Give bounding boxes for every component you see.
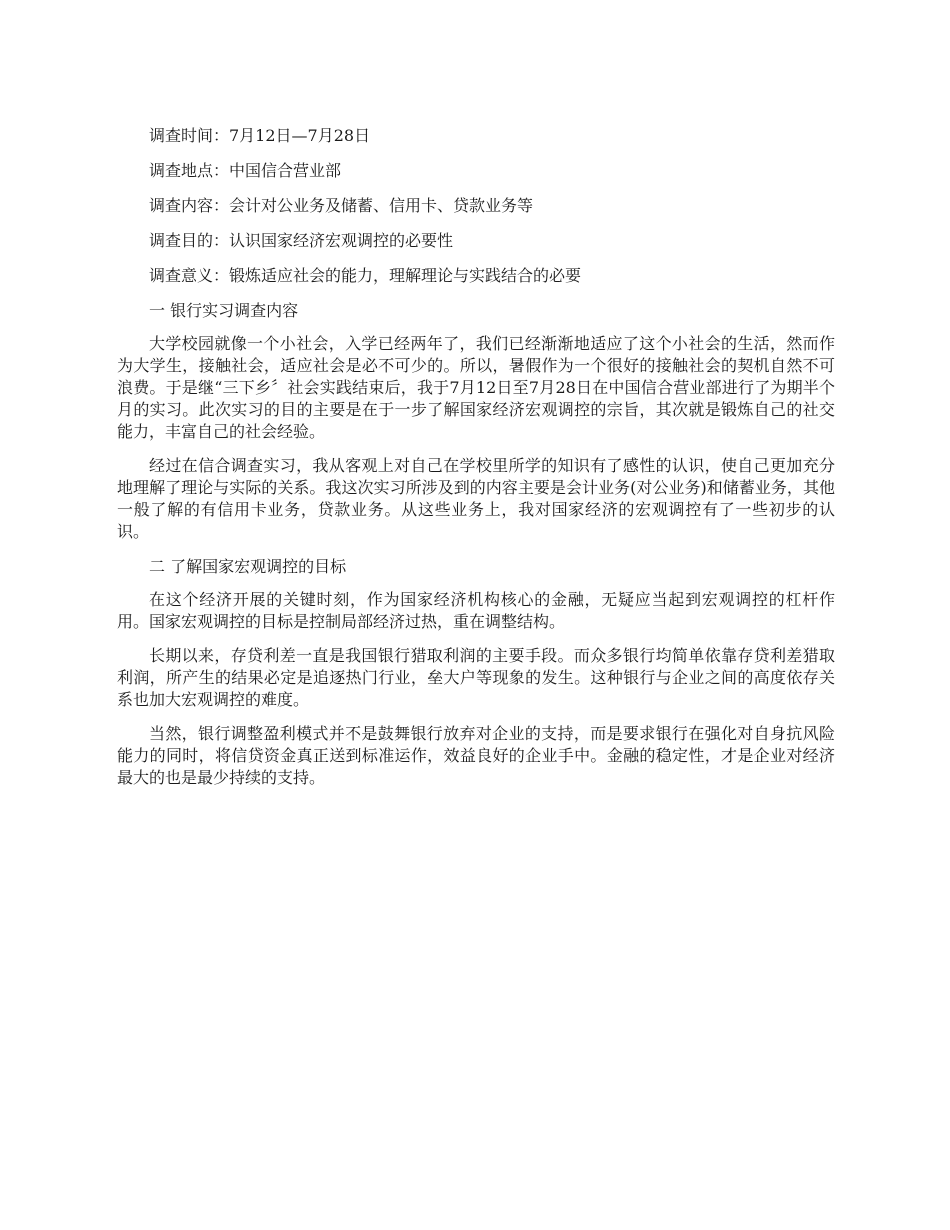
survey-time: 调查时间：7月12日—7月28日 xyxy=(149,126,371,145)
section-2-paragraph-3: 当然，银行调整盈利模式并不是鼓舞银行放弃对企业的支持，而是要求银行在强化对自身抗风险能力的同时，将信贷资金真正送到标准运作，效益良好的企业手中。金融的稳定性，才是企业对经济最大的也是最少持续的支持。 xyxy=(117,724,835,787)
section-1-heading: 一 银行实习调查内容 xyxy=(149,301,299,320)
survey-content: 调查内容：会计对公业务及储蓄、信用卡、贷款业务等 xyxy=(149,196,534,215)
section-1-paragraph-1: 大学校园就像一个小社会，入学已经两年了，我们已经渐渐地适应了这个小社会的生活，然而作为大学生，接触社会，适应社会是必不可少的。所以，暑假作为一个很好的接触社会的契机自然不可浪费。于是继“三下乡〞社会实践结束后，我于7月12日至7月28日在中国信合营业部进行了为期半个月的实习。此次实习的目的主要是在于一步了解国家经济宏观调控的宗旨，其次就是锻炼自己的社交能力，丰富自己的社会经验。 xyxy=(117,334,835,441)
section-2-heading: 二 了解国家宏观调控的目标 xyxy=(149,557,347,576)
document-page xyxy=(117,124,835,801)
section-2-paragraph-1: 在这个经济开展的关键时刻，作为国家经济机构核心的金融，无疑应当起到宏观调控的杠杆作用。国家宏观调控的目标是控制局部经济过热，重在调整结构。 xyxy=(117,590,835,631)
survey-purpose: 调查目的：认识国家经济宏观调控的必要性 xyxy=(149,231,454,250)
survey-significance: 调查意义：锻炼适应社会的能力，理解理论与实践结合的必要 xyxy=(149,266,582,285)
section-1-paragraph-2: 经过在信合调查实习，我从客观上对自己在学校里所学的知识有了感性的认识，使自己更加充分地理解了理论与实际的关系。我这次实习所涉及到的内容主要是会计业务(对公业务)和储蓄业务，其他一般了解的有信用卡业务，贷款业务。从这些业务上，我对国家经济的宏观调控有了一些初步的认识。 xyxy=(117,456,835,541)
survey-location: 调查地点：中国信合营业部 xyxy=(149,161,342,180)
section-2-paragraph-2: 长期以来，存贷利差一直是我国银行猎取利润的主要手段。而众多银行均简单依靠存贷利差猎取利润，所产生的结果必定是追逐热门行业，垒大户等现象的发生。这种银行与企业之间的高度依存关系也加大宏观调控的难度。 xyxy=(117,646,835,709)
